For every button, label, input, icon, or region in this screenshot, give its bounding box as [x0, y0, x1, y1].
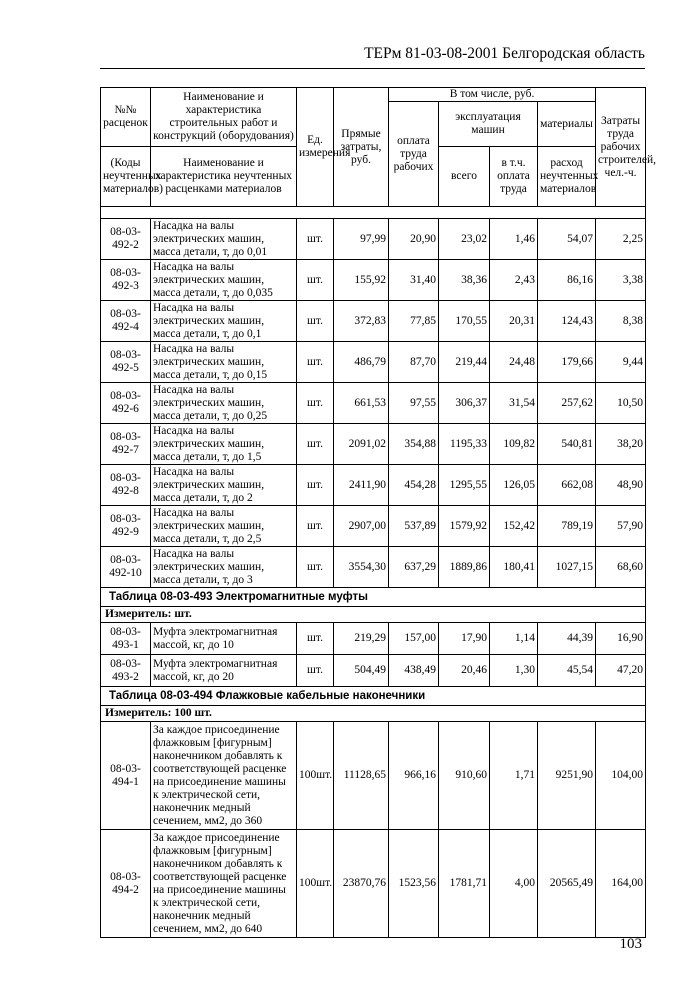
rate-labor: 164,00 [596, 830, 646, 938]
rate-name: Насадка на валы электрических машин, масса детали, т, до 0,15 [151, 342, 297, 383]
rate-code: 08-03-492-5 [101, 342, 151, 383]
rate-machines-wages: 109,82 [490, 424, 538, 465]
spacer-row [101, 207, 646, 219]
col-materials-alt-header: расход неучтенных материалов [538, 147, 596, 207]
rate-unit: шт. [297, 623, 334, 655]
rate-wages: 77,85 [389, 301, 439, 342]
rate-name: Муфта электромагнитная массой, кг, до 10 [151, 623, 297, 655]
rate-code: 08-03-492-10 [101, 547, 151, 588]
rate-code: 08-03-492-8 [101, 465, 151, 506]
rate-machines: 1195,33 [439, 424, 490, 465]
rate-labor: 3,38 [596, 260, 646, 301]
rate-wages: 87,70 [389, 342, 439, 383]
table-row [101, 424, 646, 465]
rate-code: 08-03-494-2 [101, 830, 151, 938]
rate-unit: шт. [297, 506, 334, 547]
rate-wages: 537,89 [389, 506, 439, 547]
rate-code: 08-03-493-2 [101, 655, 151, 687]
rate-wages: 1523,56 [389, 830, 439, 938]
col-code-header: №№ расценок [101, 88, 151, 147]
col-code-alt-header: (Коды неучтенных материалов) [101, 147, 151, 207]
rate-machines-wages: 31,54 [490, 383, 538, 424]
col-materials-header: материалы [538, 102, 596, 147]
table-row [101, 830, 646, 938]
header-rule [100, 68, 645, 69]
rate-machines: 1579,92 [439, 506, 490, 547]
rate-wages: 157,00 [389, 623, 439, 655]
rate-machines-wages: 1,46 [490, 219, 538, 260]
table-row [101, 655, 646, 687]
rate-machines-wages: 126,05 [490, 465, 538, 506]
table-row [101, 722, 646, 830]
rate-machines: 38,36 [439, 260, 490, 301]
page-number: 103 [619, 936, 642, 952]
rate-labor: 68,60 [596, 547, 646, 588]
table-row [101, 547, 646, 588]
rate-direct: 2411,90 [334, 465, 389, 506]
rate-wages: 438,49 [389, 655, 439, 687]
rate-machines: 170,55 [439, 301, 490, 342]
rate-machines: 306,37 [439, 383, 490, 424]
rate-wages: 31,40 [389, 260, 439, 301]
rate-direct: 3554,30 [334, 547, 389, 588]
rate-unit: шт. [297, 301, 334, 342]
rate-materials: 124,43 [538, 301, 596, 342]
rate-wages: 97,55 [389, 383, 439, 424]
rate-code: 08-03-492-2 [101, 219, 151, 260]
section-title: Таблица 08-03-493 Электромагнитные муфты [101, 588, 646, 607]
rate-direct: 97,99 [334, 219, 389, 260]
col-wages-header: оплата труда рабочих [389, 102, 439, 207]
rate-unit: шт. [297, 383, 334, 424]
rate-name: За каждое присоединение флажковым [фигурным] наконечником добавлять к соответствующей расценке на присоединение машины к электрической сети, наконечник медный сечением, мм2, до 640 [151, 830, 297, 938]
rate-unit: шт. [297, 547, 334, 588]
rate-code: 08-03-492-3 [101, 260, 151, 301]
rate-name: За каждое присоединение флажковым [фигурным] наконечником добавлять к соответствующей расценке на присоединение машины к электрической сети, наконечник медный сечением, мм2, до 360 [151, 722, 297, 830]
rate-materials: 54,07 [538, 219, 596, 260]
rate-direct: 504,49 [334, 655, 389, 687]
rate-materials: 179,66 [538, 342, 596, 383]
rate-machines: 1295,55 [439, 465, 490, 506]
table-row [101, 301, 646, 342]
rate-machines-wages: 4,00 [490, 830, 538, 938]
section-measure: Измеритель: 100 шт. [101, 706, 646, 722]
rate-machines: 219,44 [439, 342, 490, 383]
col-machines-wages-header: в т.ч. оплата труда [490, 147, 538, 207]
rate-wages: 637,29 [389, 547, 439, 588]
rate-name: Насадка на валы электрических машин, масса детали, т, до 0,035 [151, 260, 297, 301]
table-row [101, 623, 646, 655]
rate-direct: 2907,00 [334, 506, 389, 547]
rate-labor: 47,20 [596, 655, 646, 687]
rate-wages: 354,88 [389, 424, 439, 465]
table-row [101, 506, 646, 547]
rate-machines-wages: 1,71 [490, 722, 538, 830]
rate-machines-wages: 20,31 [490, 301, 538, 342]
rate-unit: 100шт. [297, 830, 334, 938]
rate-name: Насадка на валы электрических машин, масса детали, т, до 0,01 [151, 219, 297, 260]
rate-materials: 257,62 [538, 383, 596, 424]
rate-code: 08-03-492-6 [101, 383, 151, 424]
rate-direct: 486,79 [334, 342, 389, 383]
col-machines-total-header: всего [439, 147, 490, 207]
rate-labor: 2,25 [596, 219, 646, 260]
rate-direct: 23870,76 [334, 830, 389, 938]
rate-labor: 9,44 [596, 342, 646, 383]
col-direct-header: Прямые затраты, руб. [334, 88, 389, 207]
rate-labor: 38,20 [596, 424, 646, 465]
rate-direct: 372,83 [334, 301, 389, 342]
rate-wages: 20,90 [389, 219, 439, 260]
rate-labor: 104,00 [596, 722, 646, 830]
rate-materials: 45,54 [538, 655, 596, 687]
col-incl-header: В том числе, руб. [389, 88, 596, 102]
rate-machines: 20,46 [439, 655, 490, 687]
rate-labor: 10,50 [596, 383, 646, 424]
table-row [101, 342, 646, 383]
rate-materials: 9251,90 [538, 722, 596, 830]
section-measure: Измеритель: шт. [101, 607, 646, 623]
rate-name: Насадка на валы электрических машин, масса детали, т, до 2,5 [151, 506, 297, 547]
rate-unit: 100шт. [297, 722, 334, 830]
rate-materials: 1027,15 [538, 547, 596, 588]
rate-code: 08-03-492-7 [101, 424, 151, 465]
rate-unit: шт. [297, 655, 334, 687]
table-row [101, 465, 646, 506]
col-unit-header: Ед. измерения [297, 88, 334, 207]
rate-materials: 662,08 [538, 465, 596, 506]
rate-materials: 20565,49 [538, 830, 596, 938]
rates-table [100, 87, 656, 938]
rate-labor: 57,90 [596, 506, 646, 547]
rate-name: Насадка на валы электрических машин, масса детали, т, до 3 [151, 547, 297, 588]
col-labor-header: Затраты труда рабочих строителей, чел.-ч. [596, 88, 646, 207]
rate-labor: 16,90 [596, 623, 646, 655]
rate-machines-wages: 1,14 [490, 623, 538, 655]
rate-direct: 155,92 [334, 260, 389, 301]
col-name-alt-header: Наименование и характеристика неучтенных расценками материалов [151, 147, 297, 207]
rate-code: 08-03-492-9 [101, 506, 151, 547]
rate-machines: 17,90 [439, 623, 490, 655]
rate-machines: 1889,86 [439, 547, 490, 588]
col-name-header: Наименование и характеристика строительных работ и конструкций (оборудования) [151, 88, 297, 147]
rate-wages: 454,28 [389, 465, 439, 506]
rate-direct: 219,29 [334, 623, 389, 655]
rate-code: 08-03-492-4 [101, 301, 151, 342]
rate-machines-wages: 152,42 [490, 506, 538, 547]
rate-direct: 11128,65 [334, 722, 389, 830]
rate-name: Насадка на валы электрических машин, масса детали, т, до 0,1 [151, 301, 297, 342]
rate-machines-wages: 24,48 [490, 342, 538, 383]
rate-materials: 540,81 [538, 424, 596, 465]
rate-machines: 1781,71 [439, 830, 490, 938]
rate-machines: 23,02 [439, 219, 490, 260]
rate-code: 08-03-494-1 [101, 722, 151, 830]
rate-machines: 910,60 [439, 722, 490, 830]
rate-direct: 2091,02 [334, 424, 389, 465]
col-machines-header: эксплуатация машин [439, 102, 538, 147]
table-row [101, 219, 646, 260]
rate-direct: 661,53 [334, 383, 389, 424]
rate-labor: 8,38 [596, 301, 646, 342]
rate-unit: шт. [297, 219, 334, 260]
rate-unit: шт. [297, 465, 334, 506]
rate-machines-wages: 2,43 [490, 260, 538, 301]
rate-materials: 86,16 [538, 260, 596, 301]
rate-materials: 789,19 [538, 506, 596, 547]
rate-name: Насадка на валы электрических машин, масса детали, т, до 0,25 [151, 383, 297, 424]
rate-wages: 966,16 [389, 722, 439, 830]
rate-labor: 48,90 [596, 465, 646, 506]
rate-unit: шт. [297, 342, 334, 383]
rate-name: Насадка на валы электрических машин, масса детали, т, до 2 [151, 465, 297, 506]
section-title: Таблица 08-03-494 Флажковые кабельные наконечники [101, 687, 646, 706]
table-row [101, 260, 646, 301]
rate-unit: шт. [297, 260, 334, 301]
rate-code: 08-03-493-1 [101, 623, 151, 655]
table-row [101, 383, 646, 424]
rate-machines-wages: 180,41 [490, 547, 538, 588]
rate-materials: 44,39 [538, 623, 596, 655]
rate-name: Муфта электромагнитная массой, кг, до 20 [151, 655, 297, 687]
rate-machines-wages: 1,30 [490, 655, 538, 687]
rate-unit: шт. [297, 424, 334, 465]
rate-name: Насадка на валы электрических машин, масса детали, т, до 1,5 [151, 424, 297, 465]
page-header: ТЕРм 81-03-08-2001 Белгородская область [364, 45, 645, 62]
